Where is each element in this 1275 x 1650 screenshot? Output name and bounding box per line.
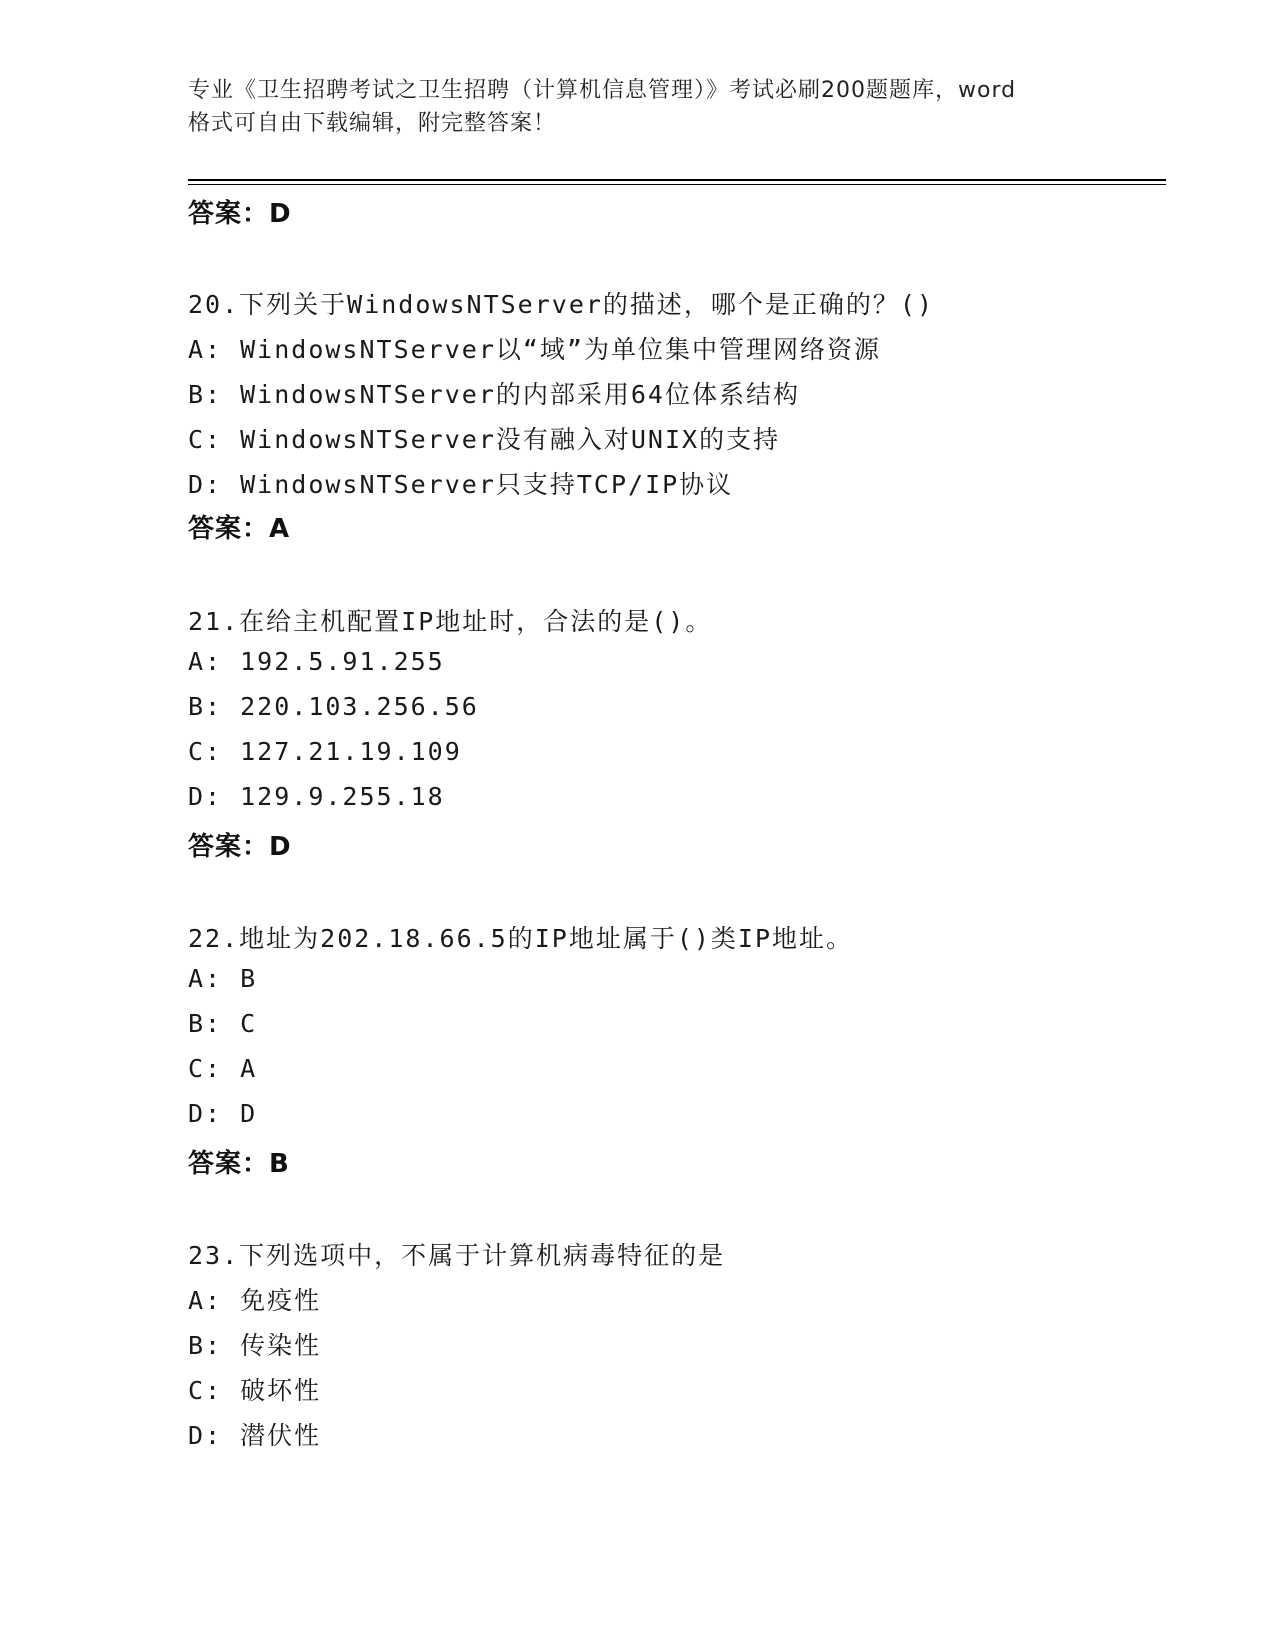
option-text: 免疫性 xyxy=(240,1286,322,1315)
option-d xyxy=(188,1099,257,1128)
option-text: WindowsNTServer以“域”为单位集中管理网络资源 xyxy=(240,335,881,364)
option-label: B: xyxy=(188,380,223,409)
option-label: C: xyxy=(188,425,223,454)
header-line-2: 格式可自由下载编辑，附完整答案！ xyxy=(188,111,557,136)
question-text: 20.下列关于WindowsNTServer的描述，哪个是正确的？() xyxy=(188,290,935,319)
option-label: C: xyxy=(188,737,223,766)
option-text: C xyxy=(240,1009,258,1038)
option-text: WindowsNTServer的内部采用64位体系结构 xyxy=(240,380,800,409)
option-label: D: xyxy=(188,1099,223,1128)
question-text: 23.下列选项中，不属于计算机病毒特征的是 xyxy=(188,1241,726,1270)
option-label: D: xyxy=(188,782,223,811)
answer: 答案：D xyxy=(188,832,292,862)
option-b xyxy=(188,375,800,411)
previous-answer: 答案：D xyxy=(188,199,292,229)
option-c xyxy=(188,1371,321,1407)
option-label: B: xyxy=(188,1009,223,1038)
option-b xyxy=(188,692,479,721)
option-label: A: xyxy=(188,1286,223,1315)
option-text: B xyxy=(240,964,258,993)
option-b xyxy=(188,1009,257,1038)
option-text: 192.5.91.255 xyxy=(240,647,445,676)
option-text: A xyxy=(240,1054,258,1083)
option-a xyxy=(188,330,881,366)
option-label: B: xyxy=(188,692,223,721)
option-label: B: xyxy=(188,1331,223,1360)
question-text: 22.地址为202.18.66.5的IP地址属于()类IP地址。 xyxy=(188,924,854,953)
option-label: D: xyxy=(188,470,223,499)
option-a xyxy=(188,964,257,993)
header-line-1: 专业《卫生招聘考试之卫生招聘（计算机信息管理）》考试必刷200题题库，word xyxy=(188,78,1017,103)
option-d xyxy=(188,465,733,501)
option-text: WindowsNTServer只支持TCP/IP协议 xyxy=(240,470,734,499)
option-text: D xyxy=(240,1099,258,1128)
option-a xyxy=(188,1281,321,1317)
question-text: 21.在给主机配置IP地址时，合法的是()。 xyxy=(188,607,713,636)
option-text: 破坏性 xyxy=(240,1376,322,1405)
option-label: A: xyxy=(188,335,223,364)
option-label: C: xyxy=(188,1054,223,1083)
document-header xyxy=(188,74,1088,140)
option-d xyxy=(188,1416,321,1452)
option-label: C: xyxy=(188,1376,223,1405)
option-text: WindowsNTServer没有融入对UNIX的支持 xyxy=(240,425,781,454)
option-text: 潜伏性 xyxy=(240,1421,322,1450)
option-c xyxy=(188,737,462,766)
option-label: A: xyxy=(188,647,223,676)
answer: 答案：A xyxy=(188,514,291,544)
option-text: 127.21.19.109 xyxy=(240,737,462,766)
option-text: 传染性 xyxy=(240,1331,322,1360)
option-text: 129.9.255.18 xyxy=(240,782,445,811)
answer: 答案：B xyxy=(188,1149,290,1179)
option-label: D: xyxy=(188,1421,223,1450)
option-label: A: xyxy=(188,964,223,993)
header-rule-thin xyxy=(188,184,1166,185)
option-d xyxy=(188,782,445,811)
header-rule-thick xyxy=(188,179,1166,181)
option-b xyxy=(188,1326,321,1362)
option-text: 220.103.256.56 xyxy=(240,692,479,721)
option-a xyxy=(188,647,445,676)
option-c xyxy=(188,420,780,456)
option-c xyxy=(188,1054,257,1083)
